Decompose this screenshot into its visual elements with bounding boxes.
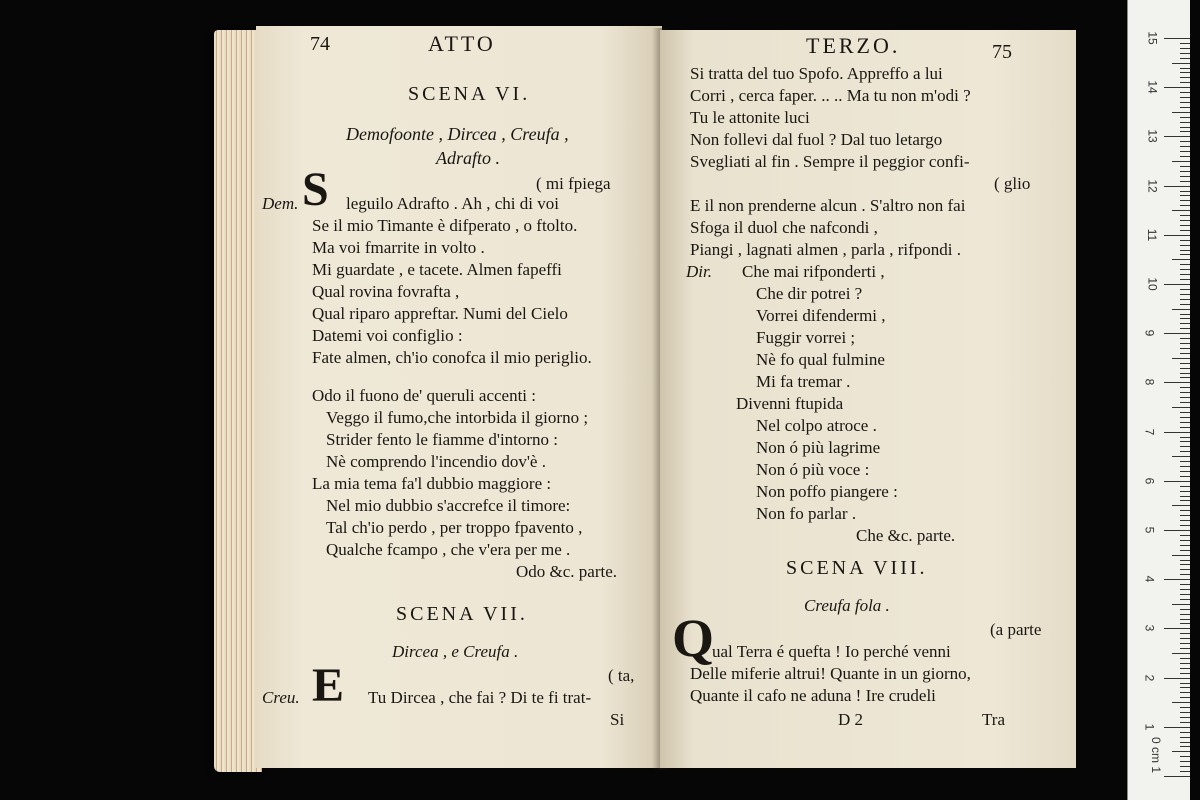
measurement-ruler — [1127, 0, 1190, 800]
ruler-tick — [1164, 776, 1190, 777]
ruler-tick — [1180, 668, 1190, 669]
ruler-tick — [1180, 156, 1190, 157]
ruler-tick — [1180, 181, 1190, 182]
ruler-tick — [1164, 136, 1190, 137]
ruler-tick — [1180, 771, 1190, 772]
ruler-number: 7 — [1142, 428, 1157, 435]
ruler-tick — [1180, 53, 1190, 54]
verse-line: leguilo Adrafto . Ah , chi di voi — [346, 194, 559, 213]
ruler-tick — [1180, 68, 1190, 69]
page-edges — [214, 30, 262, 772]
verse-line: Non follevi dal fuol ? Dal tuo letargo — [690, 130, 943, 149]
ruler-tick — [1180, 491, 1190, 492]
characters-line: Dircea , e Creufa . — [392, 642, 519, 661]
ruler-tick — [1180, 353, 1190, 354]
catchword: Si — [610, 710, 625, 729]
ruler-tick — [1164, 530, 1190, 531]
ruler-number: 2 — [1142, 674, 1157, 681]
right-page-number: 75 — [992, 41, 1012, 63]
ruler-tick — [1180, 574, 1190, 575]
ruler-tick — [1164, 235, 1190, 236]
ruler-tick — [1164, 38, 1190, 39]
ruler-tick — [1180, 348, 1190, 349]
ruler-tick — [1180, 545, 1190, 546]
ruler-tick — [1180, 446, 1190, 447]
ruler-tick — [1180, 314, 1190, 315]
ruler-number: 14 — [1145, 80, 1160, 94]
ruler-tick — [1172, 259, 1190, 260]
ruler-tick — [1180, 102, 1190, 103]
ruler-tick — [1180, 200, 1190, 201]
ruler-tick — [1180, 254, 1190, 255]
aria-line: Non poffo piangere : — [756, 482, 898, 501]
ruler-tick — [1180, 496, 1190, 497]
verse-line: Si tratta del tuo Spofo. Appreffo a lui — [690, 64, 943, 83]
ruler-tick — [1180, 766, 1190, 767]
ruler-number: 8 — [1142, 379, 1157, 386]
ruler-tick — [1180, 171, 1190, 172]
ruler-tick — [1180, 619, 1190, 620]
verse-line: Strider fento le fiamme d'intorno : — [326, 430, 559, 449]
left-running-head: ATTO — [428, 31, 496, 56]
ruler-tick — [1180, 673, 1190, 674]
ruler-number: 4 — [1142, 575, 1157, 583]
ruler-tick — [1180, 392, 1190, 393]
ruler-tick — [1180, 363, 1190, 364]
verse-line: Qual rovina fovrafta , — [312, 282, 460, 301]
aria-line: Nel colpo atroce . — [756, 416, 877, 435]
ruler-tick — [1180, 245, 1190, 246]
ruler-tick — [1164, 579, 1190, 580]
ruler-tick — [1180, 323, 1190, 324]
drop-cap: Q — [672, 608, 715, 668]
ruler-tick — [1172, 456, 1190, 457]
ruler-tick — [1172, 751, 1190, 752]
ruler-tick — [1180, 756, 1190, 757]
ruler-tick — [1180, 294, 1190, 295]
ruler-tick — [1180, 683, 1190, 684]
ruler-tick — [1180, 289, 1190, 290]
ruler-tick — [1164, 186, 1190, 187]
ruler-tick — [1180, 441, 1190, 442]
aria-line: Che dir potrei ? — [756, 284, 863, 303]
ruler-tick — [1180, 58, 1190, 59]
ruler-tick — [1180, 692, 1190, 693]
verse-line: Tal ch'io perdo , per troppo fpavento , — [326, 518, 583, 537]
ruler-tick — [1180, 515, 1190, 516]
ruler-tick — [1180, 648, 1190, 649]
ruler-tick — [1180, 471, 1190, 472]
ruler-tick — [1180, 594, 1190, 595]
ruler-tick — [1180, 176, 1190, 177]
scene-title: SCENA VII. — [396, 603, 528, 625]
signature-mark: D 2 — [838, 710, 864, 729]
stage-direction: Odo &c. parte. — [516, 562, 618, 581]
ruler-tick — [1180, 417, 1190, 418]
ruler-tick — [1180, 486, 1190, 487]
right-running-head: TERZO. — [806, 33, 901, 58]
scene-title: SCENA VIII. — [786, 557, 928, 579]
ruler-tick — [1180, 318, 1190, 319]
ruler-tick — [1172, 161, 1190, 162]
ruler-tick — [1180, 422, 1190, 423]
ruler-number: 13 — [1145, 129, 1160, 144]
drop-cap: S — [302, 163, 329, 216]
catchword: Tra — [982, 710, 1005, 729]
ruler-tick — [1172, 358, 1190, 359]
ruler-tick — [1180, 107, 1190, 108]
ruler-tick — [1180, 564, 1190, 565]
ruler-tick — [1180, 614, 1190, 615]
ruler-tick — [1180, 205, 1190, 206]
ruler-tick — [1164, 678, 1190, 679]
ruler-tick — [1164, 481, 1190, 482]
ruler-tick — [1180, 466, 1190, 467]
ruler-tick — [1180, 451, 1190, 452]
ruler-tick — [1180, 264, 1190, 265]
ruler-tick — [1180, 377, 1190, 378]
verse-line: ( mi fpiega — [536, 174, 611, 193]
verse-line: Quante il cafo ne aduna ! Ire crudeli — [690, 686, 936, 705]
ruler-tick — [1172, 555, 1190, 556]
speaker-label: Dir. — [686, 262, 712, 281]
verse-line: Odo il fuono de' queruli accenti : — [312, 386, 536, 405]
ruler-tick — [1172, 702, 1190, 703]
ruler-tick — [1180, 589, 1190, 590]
ruler-tick — [1180, 687, 1190, 688]
right-page — [660, 30, 1076, 768]
ruler-tick — [1180, 151, 1190, 152]
ruler-tick — [1164, 87, 1190, 88]
characters-line: Adrafto . — [436, 148, 501, 168]
verse-line: Fate almen, ch'io conofca il mio periglio. — [312, 348, 592, 367]
ruler-tick — [1180, 250, 1190, 251]
ruler-tick — [1180, 195, 1190, 196]
scene-title: SCENA VI. — [408, 83, 531, 105]
ruler-tick — [1180, 343, 1190, 344]
verse-line: Se il mio Timante è difperato , o ftolto. — [312, 216, 578, 235]
ruler-tick — [1180, 43, 1190, 44]
ruler-tick — [1180, 191, 1190, 192]
ruler-tick — [1180, 712, 1190, 713]
ruler-number: 1 — [1142, 723, 1157, 731]
aria-line: Che mai rifponderti , — [742, 262, 885, 281]
ruler-tick — [1180, 658, 1190, 659]
ruler-tick — [1180, 663, 1190, 664]
ruler-tick — [1180, 117, 1190, 118]
ruler-tick — [1180, 338, 1190, 339]
aria-line: Mi fa tremar . — [756, 372, 851, 391]
ruler-number: 9 — [1142, 329, 1157, 337]
ruler-tick — [1180, 82, 1190, 83]
ruler-tick — [1180, 299, 1190, 300]
ruler-tick — [1180, 437, 1190, 438]
characters-line: Creufa fola . — [804, 596, 890, 615]
ruler-number: 15 — [1145, 31, 1160, 45]
ruler-tick — [1180, 274, 1190, 275]
ruler-tick — [1172, 653, 1190, 654]
ruler-tick — [1180, 269, 1190, 270]
ruler-tick — [1180, 131, 1190, 132]
ruler-tick — [1180, 643, 1190, 644]
verse-line: Qualche fcampo , che v'era per me . — [326, 540, 571, 559]
ruler-tick — [1180, 146, 1190, 147]
verse-line: Veggo il fumo,che intorbida il giorno ; — [326, 408, 589, 427]
ruler-tick — [1180, 476, 1190, 477]
ruler-tick — [1164, 628, 1190, 629]
ruler-number: 12 — [1145, 178, 1160, 193]
left-page — [256, 26, 662, 768]
ruler-tick — [1164, 727, 1190, 728]
ruler-tick — [1180, 540, 1190, 541]
ruler-tick — [1172, 63, 1190, 64]
aria-line: Vorrei difendermi , — [756, 306, 886, 325]
verse-line: Nè comprendo l'incendio dov'è . — [326, 452, 546, 471]
verse-line: Ma voi fmarrite in volto . — [312, 238, 485, 257]
verse-line: ( glio — [994, 174, 1031, 193]
ruler-tick — [1180, 48, 1190, 49]
ruler-tick — [1180, 122, 1190, 123]
verse-line: (a parte — [990, 620, 1042, 639]
ruler-tick — [1164, 284, 1190, 285]
aria-line: Fuggir vorrei ; — [756, 328, 856, 347]
ruler-tick — [1180, 240, 1190, 241]
ruler-tick — [1180, 141, 1190, 142]
verse-line: E il non prenderne alcun . S'altro non fai — [690, 196, 966, 215]
speaker-label: Creu. — [262, 688, 300, 707]
left-page-number: 74 — [310, 33, 330, 55]
ruler-tick — [1180, 609, 1190, 610]
ruler-tick — [1180, 535, 1190, 536]
ruler-tick — [1180, 368, 1190, 369]
ruler-tick — [1180, 737, 1190, 738]
ruler-tick — [1164, 432, 1190, 433]
ruler-tick — [1180, 427, 1190, 428]
ruler-tick — [1180, 550, 1190, 551]
ruler-tick — [1180, 304, 1190, 305]
ruler-number: 3 — [1142, 625, 1157, 632]
ruler-tick — [1180, 397, 1190, 398]
ruler-tick — [1180, 560, 1190, 561]
ruler-tick — [1180, 707, 1190, 708]
ruler-tick — [1180, 722, 1190, 723]
ruler-tick — [1180, 92, 1190, 93]
ruler-tick — [1172, 505, 1190, 506]
ruler-number: 6 — [1142, 477, 1157, 485]
verse-line: Corri , cerca faper. .. .. Ma tu non m'odi ? — [690, 86, 971, 105]
stage-direction: Che &c. parte. — [856, 526, 956, 545]
ruler-tick — [1180, 412, 1190, 413]
ruler-tick — [1180, 166, 1190, 167]
ruler-tick — [1180, 97, 1190, 98]
ruler-tick — [1180, 623, 1190, 624]
ruler-tick — [1180, 127, 1190, 128]
ruler-tick — [1180, 746, 1190, 747]
verse-line: ( ta, — [608, 666, 635, 685]
ruler-tick — [1180, 584, 1190, 585]
ruler-tick — [1180, 525, 1190, 526]
ruler-tick — [1180, 717, 1190, 718]
ruler-tick — [1180, 373, 1190, 374]
ruler-tick — [1180, 500, 1190, 501]
speaker-label: Dem. — [262, 194, 299, 213]
drop-cap: E — [312, 659, 345, 712]
ruler-tick — [1180, 599, 1190, 600]
verse-line: Delle miferie altrui! Quante in un giorno, — [690, 664, 971, 683]
ruler-tick — [1180, 328, 1190, 329]
ruler-tick — [1180, 220, 1190, 221]
verse-line: Mi guardate , e tacete. Almen fapeffi — [312, 260, 562, 279]
aria-line: Divenni ftupida — [736, 394, 844, 413]
aria-line: Non fo parlar . — [756, 504, 857, 523]
aria-line: Non ó più lagrime — [756, 438, 881, 457]
ruler-tick — [1180, 77, 1190, 78]
ruler-number: 11 — [1145, 228, 1160, 242]
ruler-tick — [1164, 333, 1190, 334]
ruler-tick — [1180, 215, 1190, 216]
ruler-tick — [1172, 604, 1190, 605]
verse-line: ual Terra é quefta ! Io perché venni — [712, 642, 951, 661]
aria-line: Nè fo qual fulmine — [756, 350, 885, 369]
verse-line: Qual riparo appreftar. Numi del Cielo — [312, 304, 568, 323]
ruler-tick — [1172, 210, 1190, 211]
verse-line: Tu Dircea , che fai ? Di te fi trat- — [368, 688, 592, 707]
ruler-unit-label: 0 cm 1 — [1149, 736, 1164, 774]
ruler-tick — [1180, 638, 1190, 639]
verse-line: La mia tema fa'l dubbio maggiore : — [312, 474, 552, 493]
ruler-tick — [1180, 402, 1190, 403]
ruler-tick — [1172, 407, 1190, 408]
ruler-tick — [1180, 742, 1190, 743]
ruler-number: 10 — [1145, 277, 1160, 291]
verse-line: Piangi , lagnati almen , parla , rifpondi . — [690, 240, 961, 259]
ruler-tick — [1164, 382, 1190, 383]
ruler-tick — [1180, 461, 1190, 462]
verse-line: Svegliati al fin . Sempre il peggior confi- — [690, 152, 970, 171]
verse-line: Sfoga il duol che nafcondi , — [690, 218, 878, 237]
aria-line: Non ó più voce : — [756, 460, 870, 479]
ruler-tick — [1180, 732, 1190, 733]
ruler-tick — [1180, 633, 1190, 634]
verse-line: Nel mio dubbio s'accrefce il timore: — [326, 496, 571, 515]
ruler-tick — [1172, 112, 1190, 113]
ruler-tick — [1180, 761, 1190, 762]
ruler-tick — [1180, 569, 1190, 570]
ruler-tick — [1180, 520, 1190, 521]
ruler-tick — [1180, 72, 1190, 73]
ruler-tick — [1180, 230, 1190, 231]
verse-line: Tu le attonite luci — [690, 108, 810, 127]
ruler-tick — [1180, 387, 1190, 388]
ruler-tick — [1180, 225, 1190, 226]
verse-line: Datemi voi configlio : — [312, 326, 463, 345]
ruler-tick — [1172, 309, 1190, 310]
ruler-tick — [1180, 510, 1190, 511]
characters-line: Demofoonte , Dircea , Creufa , — [346, 124, 569, 144]
ruler-tick — [1180, 279, 1190, 280]
ruler-tick — [1180, 697, 1190, 698]
ruler-number: 5 — [1142, 526, 1157, 534]
